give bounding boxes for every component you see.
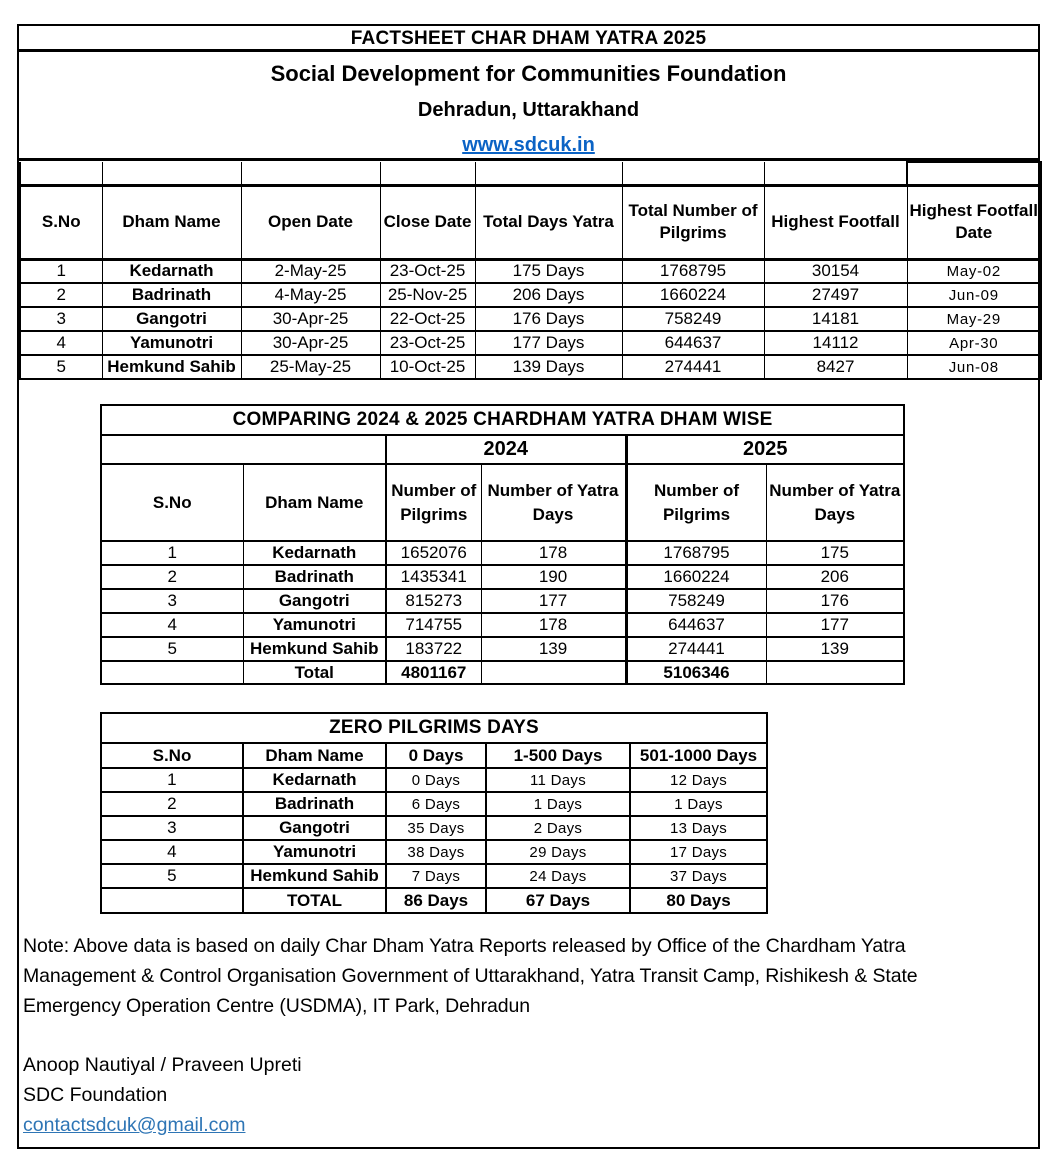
cell-footfall-date: Apr-30: [907, 331, 1041, 355]
cell-pilgrims: 644637: [622, 331, 764, 355]
comparison-table: [100, 404, 905, 685]
cell-pilgrims: 1768795: [622, 259, 764, 283]
cell-501-1000-days: 17 Days: [630, 840, 767, 864]
cell-yatra-days-2025: 206: [766, 565, 904, 589]
cell-pilgrims-2025: 758249: [626, 589, 766, 613]
cell-pilgrims-2025: 1660224: [626, 565, 766, 589]
cell-dham-name: Kedarnath: [243, 541, 386, 565]
total-pilgrims-2024: 4801167: [386, 661, 481, 684]
cell-open-date: 2-May-25: [241, 259, 380, 283]
cell-dham-name: Kedarnath: [243, 768, 386, 792]
table-row: [101, 864, 767, 888]
cell-dham-name: Gangotri: [243, 589, 386, 613]
cell-highest-footfall: 30154: [764, 259, 907, 283]
cell-total-days: 175 Days: [475, 259, 622, 283]
cell-dham-name: Badrinath: [243, 565, 386, 589]
cell-1-500-days: 2 Days: [486, 816, 630, 840]
cell-footfall-date: May-29: [907, 307, 1041, 331]
cell-dham-name: Gangotri: [243, 816, 386, 840]
cell-dham-name: Hemkund Sahib: [102, 355, 241, 379]
total-1-500-days: 67 Days: [486, 888, 630, 913]
empty-cell: [101, 661, 243, 684]
table-row: [20, 283, 1041, 307]
zero-days-title-row: [101, 713, 767, 743]
cell-sno: 1: [101, 768, 243, 792]
source-note-line: Emergency Operation Centre (USDMA), IT Park, Dehradun: [23, 995, 530, 1017]
col-header: 501-1000 Days: [630, 743, 767, 768]
col-header: Number of Yatra Days: [766, 464, 904, 541]
cell-dham-name: Yamunotri: [102, 331, 241, 355]
cell-yatra-days-2025: 176: [766, 589, 904, 613]
table-row: [101, 589, 904, 613]
website-link[interactable]: www.sdcuk.in: [462, 134, 595, 156]
cell-pilgrims-2024: 1435341: [386, 565, 481, 589]
year-header-row: [101, 435, 904, 464]
cell-yatra-days-2024: 178: [481, 541, 626, 565]
cell-0-days: 38 Days: [386, 840, 486, 864]
empty-cell: [102, 162, 241, 185]
cell-close-date: 10-Oct-25: [380, 355, 475, 379]
col-header: Highest Footfall: [764, 185, 907, 259]
empty-cell: [241, 162, 380, 185]
cell-pilgrims-2025: 1768795: [626, 541, 766, 565]
cell-pilgrims: 758249: [622, 307, 764, 331]
cell-total-days: 139 Days: [475, 355, 622, 379]
cell-501-1000-days: 1 Days: [630, 792, 767, 816]
cell-dham-name: Yamunotri: [243, 840, 386, 864]
cell-highest-footfall: 14181: [764, 307, 907, 331]
cell-yatra-days-2024: 139: [481, 637, 626, 661]
main-table: [19, 161, 1042, 380]
empty-cell: [764, 162, 907, 185]
cell-1-500-days: 11 Days: [486, 768, 630, 792]
col-header: Total Number of Pilgrims: [622, 185, 764, 259]
cell-sno: 3: [101, 589, 243, 613]
org-name: Social Development for Communities Foundation: [270, 61, 787, 86]
comparison-table-title: COMPARING 2024 & 2025 CHARDHAM YATRA DHAM WISE: [101, 405, 904, 435]
cell-0-days: 0 Days: [386, 768, 486, 792]
table-row: [101, 792, 767, 816]
cell-dham-name: Gangotri: [102, 307, 241, 331]
cell-yatra-days-2024: 177: [481, 589, 626, 613]
cell-open-date: 25-May-25: [241, 355, 380, 379]
cell-0-days: 6 Days: [386, 792, 486, 816]
total-0-days: 86 Days: [386, 888, 486, 913]
total-501-1000-days: 80 Days: [630, 888, 767, 913]
col-header: S.No: [101, 464, 243, 541]
cell-dham-name: Badrinath: [243, 792, 386, 816]
factsheet-document: [17, 24, 1040, 1149]
table-row: [101, 541, 904, 565]
col-header: 0 Days: [386, 743, 486, 768]
cell-pilgrims-2024: 714755: [386, 613, 481, 637]
comparison-total-row: [101, 661, 904, 684]
col-header: S.No: [101, 743, 243, 768]
cell-dham-name: Badrinath: [102, 283, 241, 307]
cell-footfall-date: Jun-08: [907, 355, 1041, 379]
col-header: Open Date: [241, 185, 380, 259]
cell-sno: 3: [20, 307, 102, 331]
cell-501-1000-days: 12 Days: [630, 768, 767, 792]
col-header: Close Date: [380, 185, 475, 259]
cell-sno: 4: [101, 840, 243, 864]
cell-pilgrims-2025: 274441: [626, 637, 766, 661]
empty-cell: [101, 435, 386, 464]
cell-0-days: 7 Days: [386, 864, 486, 888]
table-row: [101, 840, 767, 864]
source-note-line: Management & Control Organisation Government of Uttarakhand, Yatra Transit Camp, Rishikesh & State: [23, 965, 918, 987]
cell-close-date: 23-Oct-25: [380, 331, 475, 355]
cell-pilgrims: 274441: [622, 355, 764, 379]
cell-sno: 4: [20, 331, 102, 355]
cell-sno: 4: [101, 613, 243, 637]
cell-open-date: 30-Apr-25: [241, 307, 380, 331]
table-row: [101, 565, 904, 589]
empty-cell: [475, 162, 622, 185]
cell-sno: 5: [101, 864, 243, 888]
col-header: Dham Name: [243, 464, 386, 541]
cell-sno: 2: [101, 565, 243, 589]
table-row: [20, 307, 1041, 331]
cell-sno: 1: [101, 541, 243, 565]
col-header: Total Days Yatra: [475, 185, 622, 259]
cell-pilgrims-2025: 644637: [626, 613, 766, 637]
cell-open-date: 30-Apr-25: [241, 331, 380, 355]
zero-days-title: ZERO PILGRIMS DAYS: [101, 713, 767, 743]
cell-1-500-days: 29 Days: [486, 840, 630, 864]
col-header: Dham Name: [243, 743, 386, 768]
cell-501-1000-days: 37 Days: [630, 864, 767, 888]
empty-cell: [481, 661, 626, 684]
col-header: S.No: [20, 185, 102, 259]
org-location: Dehradun, Uttarakhand: [417, 99, 640, 121]
website-row: [19, 132, 1038, 160]
cell-pilgrims-2024: 1652076: [386, 541, 481, 565]
org-header: [19, 52, 1038, 161]
cell-dham-name: Hemkund Sahib: [243, 864, 386, 888]
footer: [23, 1050, 1038, 1140]
cell-sno: 5: [20, 355, 102, 379]
total-pilgrims-2025: 5106346: [626, 661, 766, 684]
page-title: FACTSHEET CHAR DHAM YATRA 2025: [19, 26, 1038, 52]
cell-yatra-days-2025: 139: [766, 637, 904, 661]
col-header: Number of Yatra Days: [481, 464, 626, 541]
cell-close-date: 23-Oct-25: [380, 259, 475, 283]
table-row: [20, 331, 1041, 355]
table-row: [101, 637, 904, 661]
cell-dham-name: Kedarnath: [102, 259, 241, 283]
empty-cell: [101, 888, 243, 913]
cell-sno: 2: [20, 283, 102, 307]
cell-footfall-date: May-02: [907, 259, 1041, 283]
empty-cell: [766, 661, 904, 684]
col-header: Highest Footfall Date: [907, 185, 1041, 259]
cell-open-date: 4-May-25: [241, 283, 380, 307]
empty-cell: [20, 162, 102, 185]
zero-days-header-row: [101, 743, 767, 768]
cell-total-days: 176 Days: [475, 307, 622, 331]
comparison-table-title-row: [101, 405, 904, 435]
total-label: TOTAL: [243, 888, 386, 913]
year-2024-header: 2024: [386, 435, 626, 464]
cell-pilgrims: 1660224: [622, 283, 764, 307]
cell-total-days: 177 Days: [475, 331, 622, 355]
table-row: [20, 355, 1041, 379]
year-2025-header: 2025: [626, 435, 904, 464]
zero-days-total-row: [101, 888, 767, 913]
cell-yatra-days-2025: 177: [766, 613, 904, 637]
comparison-header-row: [101, 464, 904, 541]
cell-501-1000-days: 13 Days: [630, 816, 767, 840]
empty-cell: [907, 162, 1041, 185]
total-label: Total: [243, 661, 386, 684]
cell-sno: 2: [101, 792, 243, 816]
table-row: [101, 768, 767, 792]
cell-yatra-days-2024: 178: [481, 613, 626, 637]
cell-dham-name: Yamunotri: [243, 613, 386, 637]
cell-pilgrims-2024: 183722: [386, 637, 481, 661]
cell-highest-footfall: 27497: [764, 283, 907, 307]
cell-1-500-days: 1 Days: [486, 792, 630, 816]
spacer-row: [20, 162, 1041, 185]
cell-highest-footfall: 8427: [764, 355, 907, 379]
cell-sno: 3: [101, 816, 243, 840]
email-row: [23, 1110, 1038, 1140]
cell-dham-name: Hemkund Sahib: [243, 637, 386, 661]
source-note-line: Note: Above data is based on daily Char Dham Yatra Reports released by Office of the Chardham Yatra: [23, 935, 906, 957]
footer-org: SDC Foundation: [23, 1084, 168, 1106]
col-header: Number of Pilgrims: [386, 464, 481, 541]
cell-total-days: 206 Days: [475, 283, 622, 307]
cell-1-500-days: 24 Days: [486, 864, 630, 888]
col-header: Number of Pilgrims: [626, 464, 766, 541]
cell-highest-footfall: 14112: [764, 331, 907, 355]
cell-close-date: 22-Oct-25: [380, 307, 475, 331]
email-link[interactable]: contactsdcuk@gmail.com: [23, 1114, 246, 1136]
empty-cell: [622, 162, 764, 185]
col-header: Dham Name: [102, 185, 241, 259]
table-row: [101, 816, 767, 840]
cell-footfall-date: Jun-09: [907, 283, 1041, 307]
table-row: [101, 613, 904, 637]
source-note: [23, 931, 1025, 1021]
cell-yatra-days-2024: 190: [481, 565, 626, 589]
cell-close-date: 25-Nov-25: [380, 283, 475, 307]
table-row: [20, 259, 1041, 283]
main-table-header-row: [20, 185, 1041, 259]
zero-days-table: [100, 712, 768, 914]
cell-pilgrims-2024: 815273: [386, 589, 481, 613]
cell-yatra-days-2025: 175: [766, 541, 904, 565]
cell-0-days: 35 Days: [386, 816, 486, 840]
cell-sno: 5: [101, 637, 243, 661]
cell-sno: 1: [20, 259, 102, 283]
empty-cell: [380, 162, 475, 185]
authors: Anoop Nautiyal / Praveen Upreti: [23, 1054, 302, 1076]
col-header: 1-500 Days: [486, 743, 630, 768]
